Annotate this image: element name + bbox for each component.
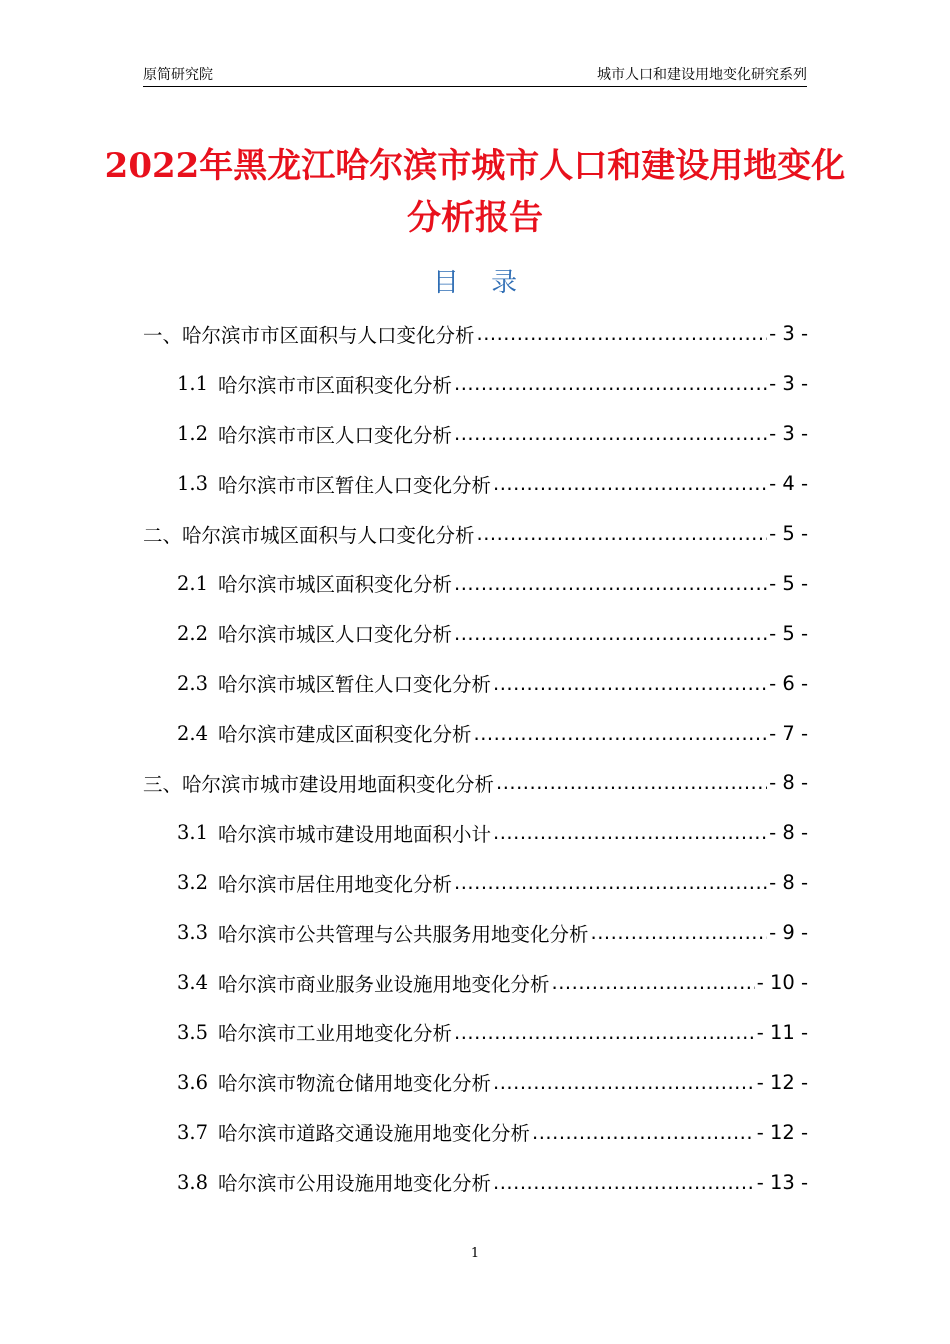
toc-dot-leader (493, 472, 767, 495)
report-title: 2022年黑龙江哈尔滨市城市人口和建设用地变化分析报告 (104, 146, 846, 238)
toc-entry-title: 哈尔滨市市区暂住人口变化分析 (218, 473, 492, 497)
toc-entry-number: 1.3 (177, 472, 209, 496)
toc-dot-leader (454, 422, 767, 445)
toc-entry[interactable] (143, 858, 808, 908)
toc-entry-page: - 3 - (769, 422, 808, 446)
toc-entry-page: - 8 - (769, 871, 808, 895)
toc-entry-title: 哈尔滨市城区暂住人口变化分析 (218, 673, 492, 697)
toc-entry-number: 3.3 (177, 921, 209, 945)
toc-entry[interactable] (143, 608, 808, 658)
toc-entry[interactable] (143, 658, 808, 708)
toc-entry-title: 哈尔滨市公共管理与公共服务用地变化分析 (218, 922, 589, 946)
toc-entry-page: - 6 - (769, 671, 808, 695)
toc-dot-leader (477, 322, 768, 345)
toc-dot-leader (552, 971, 755, 994)
toc-entry-title: 哈尔滨市公用设施用地变化分析 (218, 1172, 492, 1196)
toc-entry[interactable] (143, 808, 808, 858)
toc-dot-leader (532, 1121, 755, 1144)
toc-entry-number: 2.1 (177, 571, 209, 595)
toc-dot-leader (454, 622, 767, 645)
toc-dot-leader (591, 921, 768, 944)
toc-entry-page: - 13 - (756, 1170, 808, 1194)
toc-entry-title: 哈尔滨市城区人口变化分析 (218, 623, 453, 647)
toc-heading: 目 录 (432, 268, 530, 298)
toc-entry[interactable] (143, 409, 808, 459)
toc-dot-leader (454, 572, 767, 595)
toc-entry-number: 3.4 (177, 971, 209, 995)
toc-entry-number: 3.2 (177, 871, 209, 895)
page-number: 1 (470, 1246, 480, 1261)
toc-entry-title: 一、哈尔滨市市区面积与人口变化分析 (143, 323, 475, 347)
toc-entry-page: - 5 - (769, 522, 808, 545)
toc-entry[interactable] (143, 908, 808, 958)
toc-entry-title: 哈尔滨市商业服务业设施用地变化分析 (218, 972, 550, 996)
toc-entry-number: 3.7 (177, 1120, 209, 1144)
table-of-contents (143, 309, 808, 1207)
toc-entry-number: 3.8 (177, 1170, 209, 1194)
toc-entry-title: 三、哈尔滨市城市建设用地面积变化分析 (143, 772, 495, 796)
toc-entry[interactable] (143, 1107, 808, 1157)
toc-dot-leader (493, 1071, 755, 1094)
toc-entry[interactable] (143, 509, 808, 559)
toc-entry-page: - 10 - (756, 971, 808, 995)
toc-entry-page: - 4 - (769, 472, 808, 496)
toc-entry-page: - 12 - (756, 1120, 808, 1144)
toc-entry-page: - 3 - (769, 372, 808, 396)
toc-entry[interactable] (143, 1007, 808, 1057)
toc-dot-leader (474, 722, 768, 745)
toc-entry-page: - 5 - (769, 621, 808, 645)
toc-dot-leader (493, 821, 767, 844)
toc-entry-title: 哈尔滨市工业用地变化分析 (218, 1022, 453, 1046)
toc-entry-number: 3.1 (177, 821, 209, 845)
toc-entry-title: 哈尔滨市居住用地变化分析 (218, 872, 453, 896)
toc-dot-leader (454, 871, 767, 894)
toc-entry-page: - 8 - (769, 771, 808, 795)
toc-entry-title: 哈尔滨市物流仓储用地变化分析 (218, 1072, 492, 1096)
publisher-name: 原简研究院 (143, 67, 213, 83)
toc-entry-number: 2.4 (177, 721, 209, 745)
toc-dot-leader (496, 771, 767, 794)
toc-entry-title: 哈尔滨市道路交通设施用地变化分析 (218, 1122, 531, 1146)
toc-entry[interactable] (143, 558, 808, 608)
toc-entry[interactable] (143, 459, 808, 509)
toc-entry[interactable] (143, 309, 808, 359)
toc-entry-title: 哈尔滨市建成区面积变化分析 (218, 723, 472, 747)
toc-entry-page: - 11 - (756, 1020, 808, 1044)
series-name: 城市人口和建设用地变化研究系列 (597, 67, 807, 83)
toc-entry-title: 哈尔滨市城市建设用地面积小计 (218, 822, 492, 846)
toc-entry-number: 1.1 (177, 372, 209, 396)
toc-entry-number: 2.3 (177, 671, 209, 695)
toc-entry[interactable] (143, 958, 808, 1008)
toc-entry[interactable] (143, 758, 808, 808)
toc-dot-leader (493, 1171, 755, 1194)
toc-entry[interactable] (143, 359, 808, 409)
toc-entry[interactable] (143, 1157, 808, 1207)
toc-entry-number: 3.6 (177, 1070, 209, 1094)
toc-entry-page: - 7 - (769, 721, 808, 745)
toc-entry-number: 3.5 (177, 1020, 209, 1044)
toc-entry[interactable] (143, 1057, 808, 1107)
toc-entry-page: - 5 - (769, 571, 808, 595)
toc-entry-page: - 8 - (769, 821, 808, 845)
toc-entry-number: 2.2 (177, 621, 209, 645)
toc-entry-title: 二、哈尔滨市城区面积与人口变化分析 (143, 523, 475, 547)
toc-entry-page: - 12 - (756, 1070, 808, 1094)
toc-entry-number: 1.2 (177, 422, 209, 446)
toc-dot-leader (454, 1021, 755, 1044)
toc-dot-leader (493, 672, 767, 695)
toc-dot-leader (477, 522, 768, 545)
toc-entry[interactable] (143, 708, 808, 758)
toc-entry-title: 哈尔滨市城区面积变化分析 (218, 573, 453, 597)
toc-entry-title: 哈尔滨市市区人口变化分析 (218, 423, 453, 447)
toc-entry-title: 哈尔滨市市区面积变化分析 (218, 373, 453, 397)
toc-entry-page: - 9 - (769, 921, 808, 945)
toc-dot-leader (454, 372, 767, 395)
page-header (143, 64, 807, 87)
toc-entry-page: - 3 - (769, 322, 808, 346)
